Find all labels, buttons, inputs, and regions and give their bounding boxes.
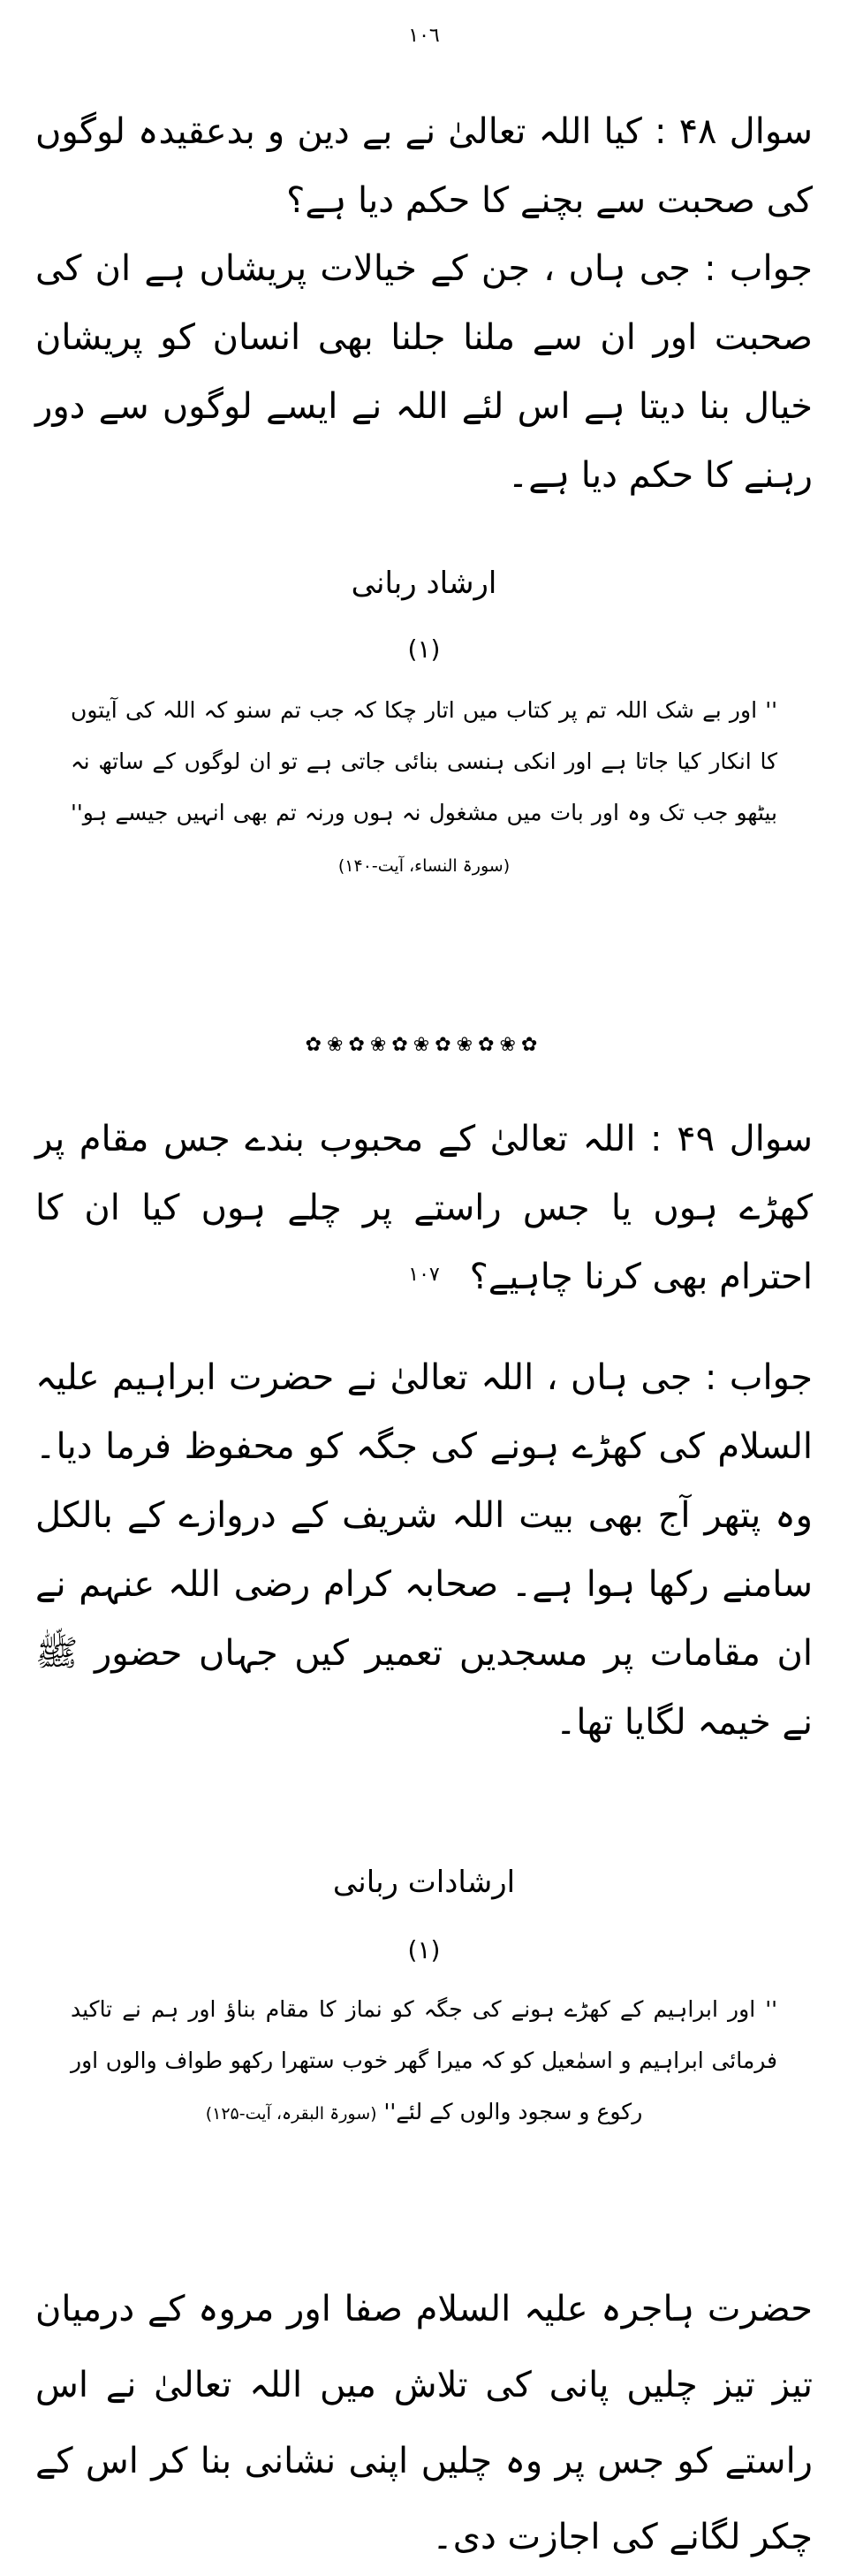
answer-49: جواب : جی ہاں ، اللہ تعالیٰ نے حضرت ابراہیم علیہ السلام کی کھڑے ہونے کی جگہ کو محفوظ فرما دیا۔ وہ پتھر آج بھی بیت اللہ شریف کے دروازے کے بالکل سامنے رکھا ہوا ہے۔ صحابہ کرام رضی اللہ عنہم نے ان مقامات پر مسجدیں تعمیر کیں جہاں حضور ﷺ نے خیمہ لگایا تھا۔ [35,1357,813,1743]
quote-reference-2: (سورۃ البقرہ، آیت-۱۲۵) [205,2104,377,2124]
quran-quote-baqarah [71,1984,777,2139]
ornament-divider: ✿❀✿❀✿❀✿❀✿❀✿ [305,1034,543,1056]
quote-text: '' اور بے شک اللہ تم پر کتاب میں اتار چکا کہ جب تم سنو کہ اللہ کی آیتوں کا انکار کیا جاتا ہے اور انکی ہنسی بنائی جاتی ہے تو ان لوگوں کے ساتھ نہ بیٹھو جب تک وہ اور بات میں مشغول نہ ہوں ورنہ تم بھی انہیں جیسے ہو'' [71,697,777,825]
page-number-middle: ١٠٧ [408,1264,440,1286]
irshad-rabbani-heading: ارشاد ربانی [351,566,497,601]
quote-text-2: '' اور ابراہیم کے کھڑے ہونے کی جگہ کو نماز کا مقام بناؤ اور ہم نے تاکید فرمائی ابراہیم و اسمٰعیل کو کہ میرا گھر خوب ستھرا رکھو طواف والوں اور رکوع و سجود والوں کے لئے'' [71,1996,777,2124]
page-number-top: ١٠٦ [408,25,440,47]
closing-paragraph: حضرت ہاجرہ علیہ السلام صفا اور مروہ کے درمیان تیز تیز چلیں پانی کی تلاش میں اللہ تعالیٰ نے اس راستے کو جس پر وہ چلیں اپنی نشانی بنا کر اس کے چکر لگانے کی اجازت دی۔ [35,2289,813,2557]
irshad-number-2: (۱) [407,1935,441,1964]
question-48: سوال ۴۸ : کیا اللہ تعالیٰ نے بے دین و بدعقیدہ لوگوں کی صحبت سے بچنے کا حکم دیا ہے؟ [35,111,813,221]
irshad-number: (۱) [407,635,441,664]
answer-48: جواب : جی ہاں ، جن کے خیالات پریشاں ہے ان کی صحبت اور ان سے ملنا جلنا بھی انسان کو پریشان خیال بنا دیتا ہے اس لئے اللہ نے ایسے لوگوں سے دور رہنے کا حکم دیا ہے۔ [35,248,813,496]
quote-reference: (سورۃ النساء، آیت-۱۴۰) [337,856,511,876]
irshadat-rabbani-heading: ارشادات ربانی [332,1865,516,1900]
question-49: سوال ۴۹ : اللہ تعالیٰ کے محبوب بندے جس مقام پر کھڑے ہوں یا جس راستے پر چلے ہوں کیا ان کا احترام بھی کرنا چاہیے؟ [35,1119,813,1297]
quran-quote-nisa [71,685,777,892]
